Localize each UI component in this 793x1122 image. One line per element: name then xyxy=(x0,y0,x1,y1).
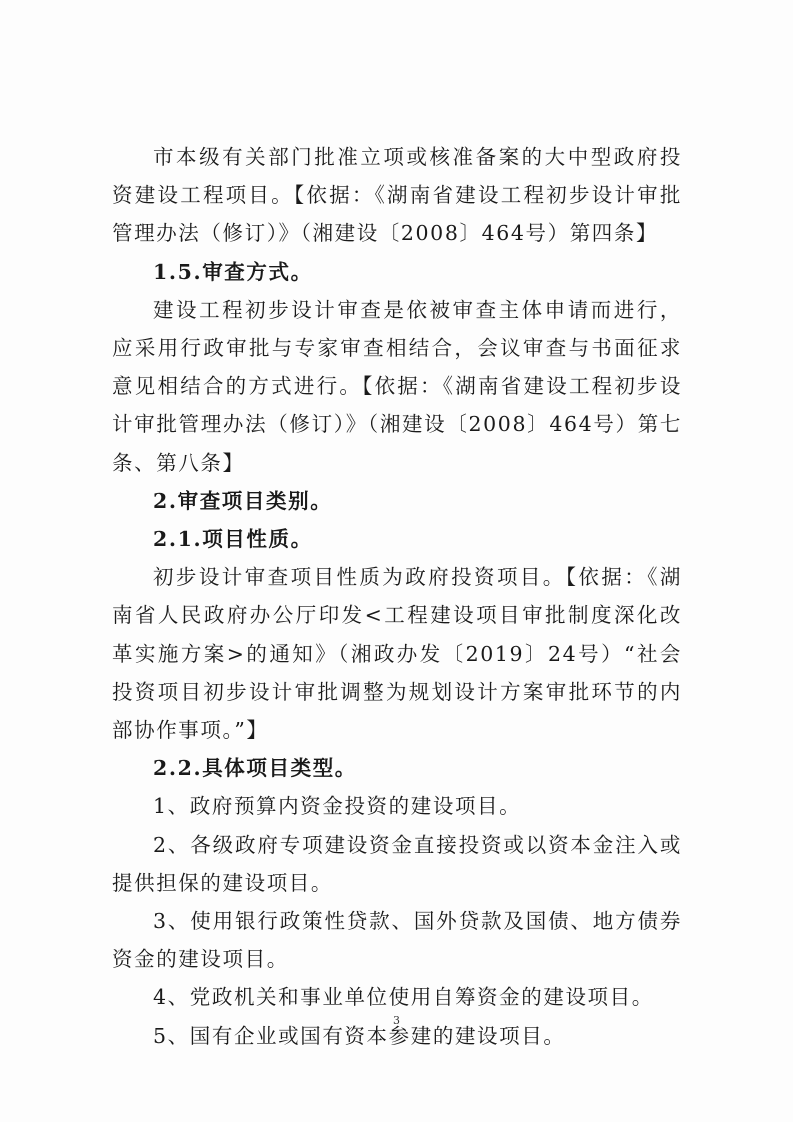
heading-specific-types: 2.2.具体项目类型。 xyxy=(153,756,357,781)
heading-project-nature: 2.1.项目性质。 xyxy=(153,527,313,552)
paragraph-review-method: 建设工程初步设计审查是依被审查主体申请而进行，应采用行政审批与专家审查相结合，会议审查与书面征求意见相结合的方式进行。【依据：《湖南省建设工程初步设计审批管理办法（修订）》（湘建设〔2008〕464号）第七条、第八条】 xyxy=(112,297,682,475)
list-item-type-4: 4、党政机关和事业单位使用自筹资金的建设项目。 xyxy=(153,985,654,1010)
document-body xyxy=(112,138,682,1055)
paragraph-project-nature: 初步设计审查项目性质为政府投资项目。【依据：《湖南省人民政府办公厅印发<工程建设项目审批制度深化改革实施方案>的通知》（湘政办发〔2019〕24号）“社会投资项目初步设计审批调整为规划设计方案审批环节的内部协作事项。”】 xyxy=(112,565,682,743)
page-number: 3 xyxy=(393,1014,400,1027)
heading-project-categories: 2.审查项目类别。 xyxy=(153,488,333,513)
paragraph-project-scope: 市本级有关部门批准立项或核准备案的大中型政府投资建设工程项目。【依据：《湖南省建设工程初步设计审批管理办法（修订）》（湘建设〔2008〕464号）第四条】 xyxy=(112,145,682,246)
list-item-type-3: 3、使用银行政策性贷款、国外贷款及国债、地方债券资金的建设项目。 xyxy=(112,909,682,972)
heading-review-method: 1.5.审查方式。 xyxy=(153,259,313,284)
list-item-type-1: 1、政府预算内资金投资的建设项目。 xyxy=(153,794,522,819)
list-item-type-5: 5、国有企业或国有资本参建的建设项目。 xyxy=(153,1023,566,1048)
list-item-type-2: 2、各级政府专项建设资金直接投资或以资本金注入或提供担保的建设项目。 xyxy=(112,832,682,895)
